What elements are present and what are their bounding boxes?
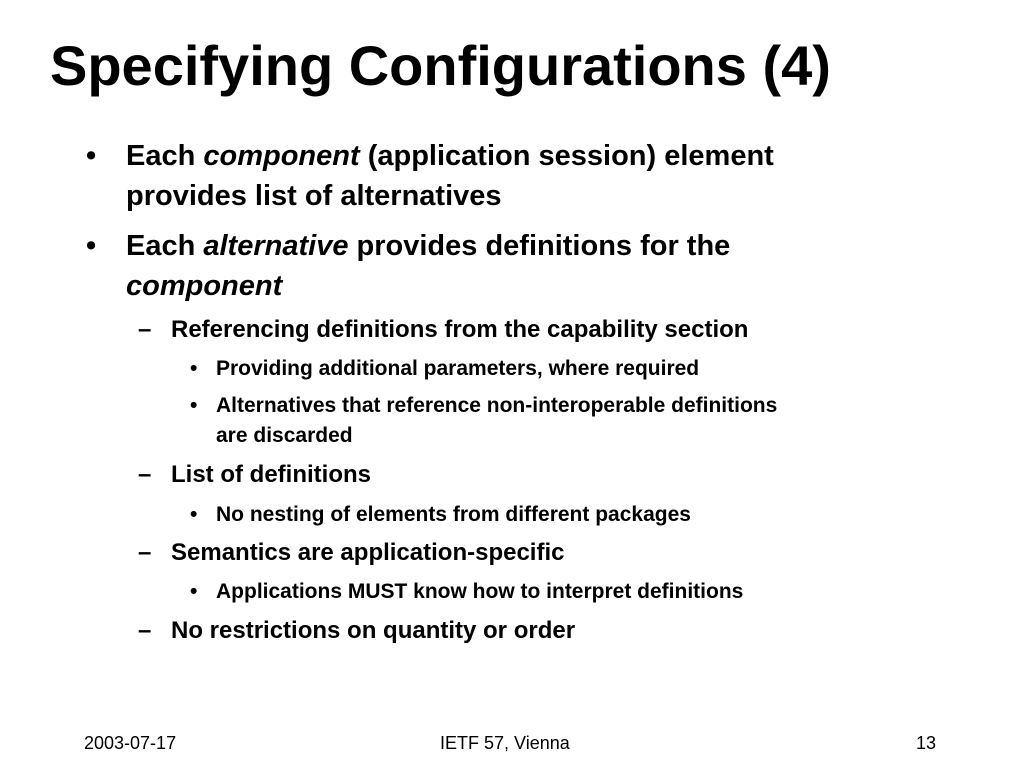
bullet-2-post: provides definitions for the xyxy=(348,230,731,262)
bullet-1-post: (application session) element xyxy=(359,140,774,172)
bullet-1-pre: Each xyxy=(126,140,204,172)
sub-sub-bullet-1-2: Alternatives that reference non-interoperable definitions xyxy=(216,394,778,417)
bullet-marker: • xyxy=(86,230,97,262)
footer-date: 2003-07-17 xyxy=(84,733,177,753)
footer-event: IETF 57, Vienna xyxy=(440,733,570,753)
bullet-marker: • xyxy=(190,580,198,603)
bullet-1-line-2: provides list of alternatives xyxy=(126,180,502,212)
sub-bullet-3: Semantics are application-specific xyxy=(171,539,565,566)
bullet-marker: • xyxy=(190,357,198,380)
slide-title: Specifying Configurations (4) xyxy=(50,34,831,97)
dash-marker: – xyxy=(138,316,152,343)
sub-sub-bullet-2-1: No nesting of elements from different packages xyxy=(216,503,691,526)
bullet-1-emphasis: component xyxy=(203,140,360,172)
bullet-2-line-2 xyxy=(126,266,282,306)
bullet-marker: • xyxy=(86,140,97,172)
bullet-2-line-1 xyxy=(126,226,730,266)
bullet-1-line-1 xyxy=(126,136,774,176)
sub-bullet-1: Referencing definitions from the capability section xyxy=(171,316,749,343)
footer-page-number: 13 xyxy=(916,733,937,753)
dash-marker: – xyxy=(138,617,152,644)
bullet-marker: • xyxy=(190,503,198,526)
bullet-2-emphasis: alternative xyxy=(203,230,349,262)
sub-sub-bullet-3-1: Applications MUST know how to interpret definitions xyxy=(216,580,744,603)
dash-marker: – xyxy=(138,539,152,566)
bullet-marker: • xyxy=(190,394,198,417)
sub-bullet-4: No restrictions on quantity or order xyxy=(171,617,576,644)
sub-bullet-2: List of definitions xyxy=(171,461,371,488)
sub-sub-bullet-1-1: Providing additional parameters, where required xyxy=(216,357,700,380)
bullet-2-pre: Each xyxy=(126,230,204,262)
sub-sub-bullet-1-2-cont: are discarded xyxy=(216,424,353,447)
dash-marker: – xyxy=(138,461,152,488)
bullet-2-cont-emphasis: component xyxy=(126,270,283,302)
